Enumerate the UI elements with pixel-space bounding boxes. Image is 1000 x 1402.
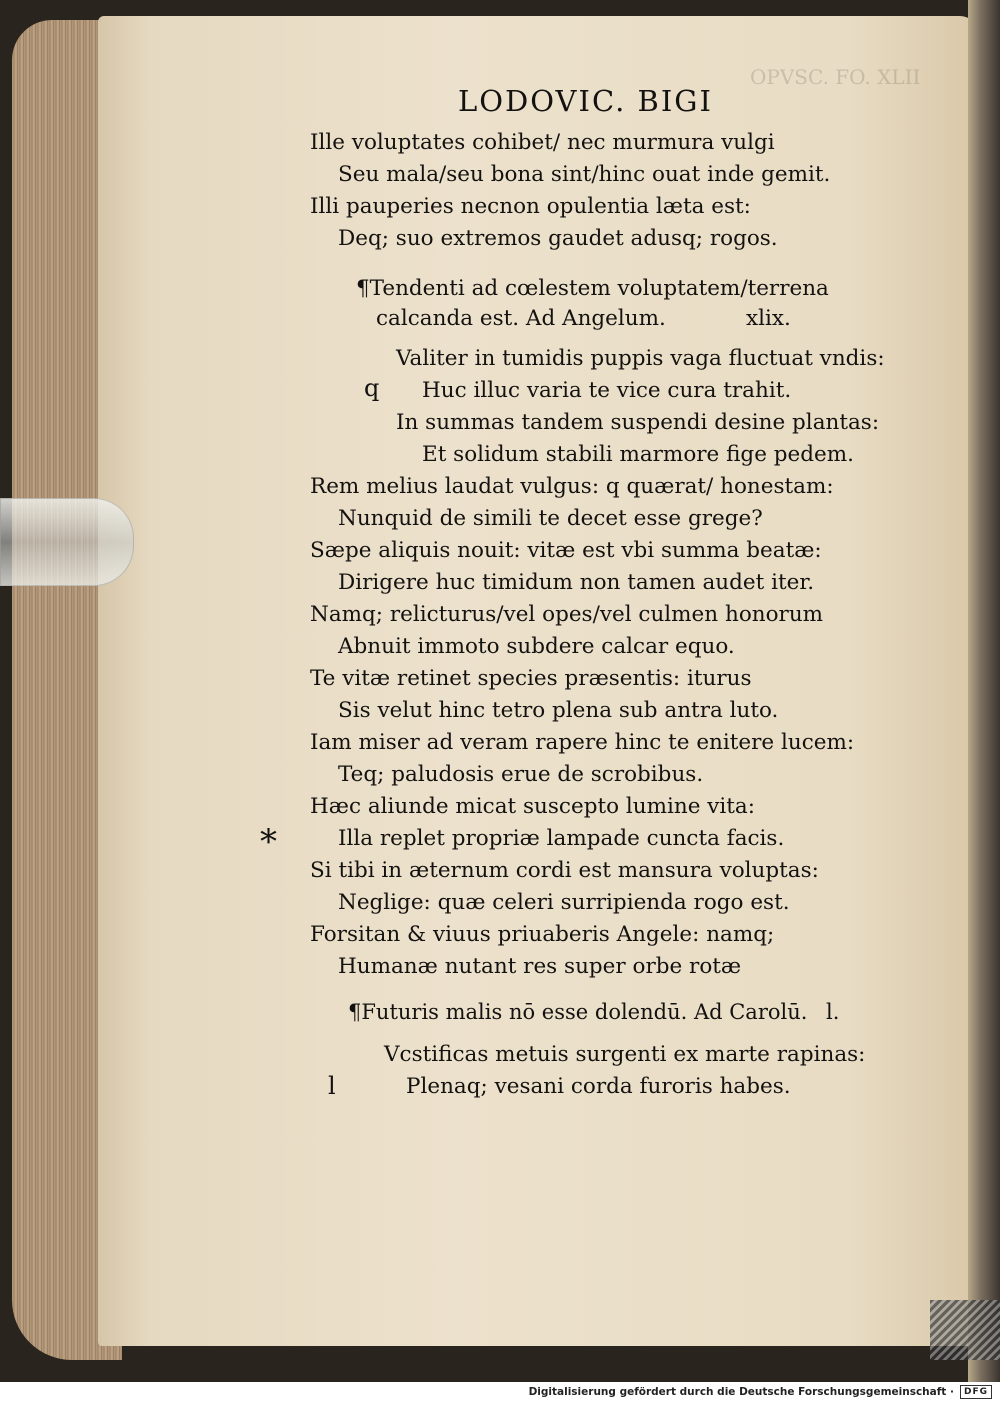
verse-line: Sæpe aliquis nouit: vitæ est vbi summa beatæ: <box>310 538 822 563</box>
poem-heading: calcanda est. Ad Angelum. <box>376 306 666 331</box>
verse-line: Plenaq; vesani corda furoris habes. <box>406 1074 791 1099</box>
poem-heading: ¶Futuris malis nō esse dolendū. Ad Carolū. <box>348 1000 808 1024</box>
verse-line: Ille voluptates cohibet/ nec murmura vulgi <box>310 130 775 155</box>
verse-line: Dirigere huc timidum non tamen audet iter. <box>338 570 815 595</box>
ghost-running-head: OPVSC. FO. XLII <box>750 65 921 89</box>
verse-line: Te vitæ retinet species præsentis: iturus <box>310 666 752 691</box>
running-head: LODOVIC. BIGI <box>458 84 713 118</box>
gutter-edge <box>968 0 1000 1382</box>
verse-line: Teq; paludosis erue de scrobibus. <box>338 762 704 787</box>
verse-line: In summas tandem suspendi desine plantas: <box>396 410 880 435</box>
verse-line: Forsitan & viuus priuaberis Angele: namq; <box>310 922 775 947</box>
corner-tape <box>930 1300 1000 1360</box>
initial-letter-q: q <box>364 374 380 402</box>
asterisk-mark: * <box>260 822 277 862</box>
verse-line: Huc illuc varia te vice cura trahit. <box>422 378 792 403</box>
verse-line: Illa replet propriæ lampade cuncta facis. <box>338 826 785 851</box>
verse-line: Vcstificas metuis surgenti ex marte rapinas: <box>384 1042 866 1067</box>
verse-line: Iam miser ad veram rapere hinc te enitere lucem: <box>310 730 855 755</box>
verse-line: Humanæ nutant res super orbe rotæ <box>338 954 742 979</box>
poem-number: xlix. <box>746 306 791 331</box>
verse-line: Et solidum stabili marmore fige pedem. <box>422 442 854 467</box>
poem-heading: ¶Tendenti ad cœlestem voluptatem/terrena <box>356 276 829 301</box>
dfg-logo: DFG <box>960 1385 992 1399</box>
glass-page-holder <box>0 498 134 586</box>
verse-line: Si tibi in æternum cordi est mansura voluptas: <box>310 858 819 883</box>
initial-letter-l: l <box>328 1072 336 1100</box>
credit-text: Digitalisierung gefördert durch die Deutsche Forschungsgemeinschaft · <box>528 1386 954 1398</box>
verse-line: Hæc aliunde micat suscepto lumine vita: <box>310 794 755 819</box>
poem-number: l. <box>826 1000 840 1024</box>
verse-line: Rem melius laudat vulgus: q quærat/ honestam: <box>310 474 834 499</box>
verse-line: Valiter in tumidis puppis vaga fluctuat vndis: <box>396 346 885 371</box>
verse-line: Deq; suo extremos gaudet adusq; rogos. <box>338 226 778 251</box>
footer-credit <box>0 1382 1000 1402</box>
verse-line: Sis velut hinc tetro plena sub antra luto. <box>338 698 779 723</box>
verse-line: Abnuit immoto subdere calcar equo. <box>338 634 735 659</box>
verse-line: Namq; relicturus/vel opes/vel culmen honorum <box>310 602 824 627</box>
verse-line: Neglige: quæ celeri surripienda rogo est. <box>338 890 790 915</box>
verse-line: Nunquid de simili te decet esse grege? <box>338 506 763 531</box>
verse-line: Illi pauperies necnon opulentia læta est: <box>310 194 751 219</box>
verse-line: Seu mala/seu bona sint/hinc ouat inde gemit. <box>338 162 831 187</box>
